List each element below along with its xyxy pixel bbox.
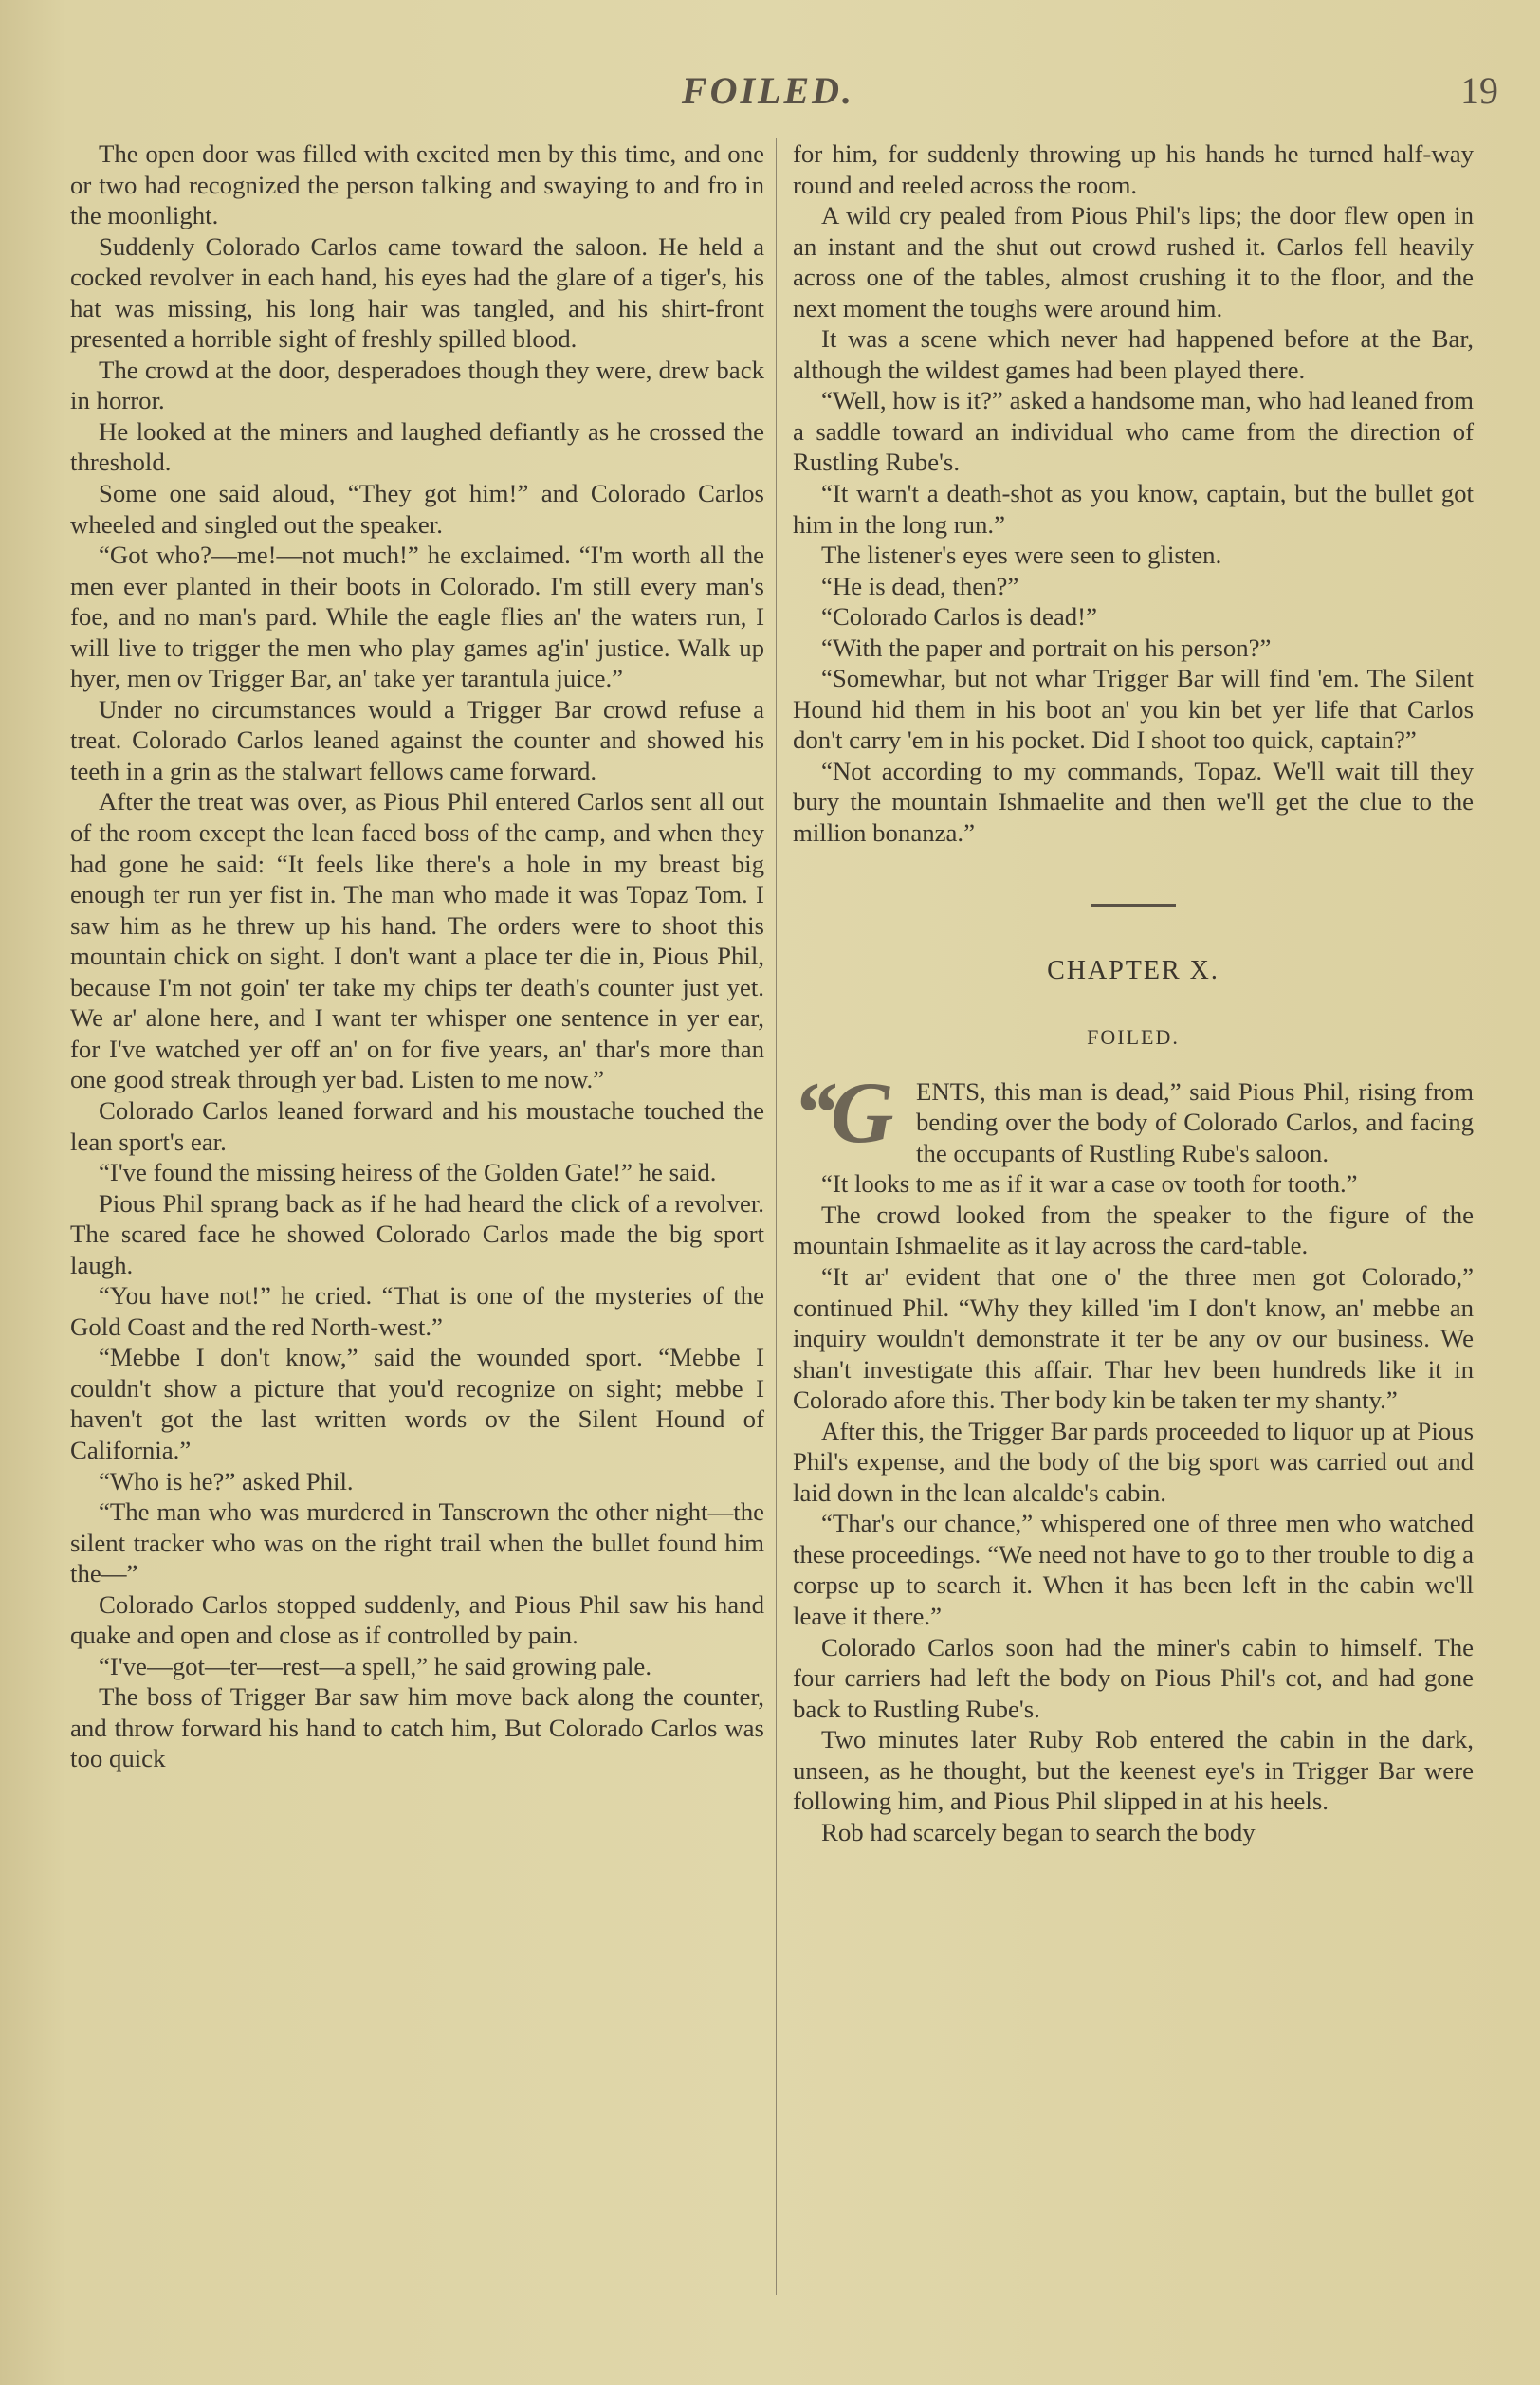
paragraph: Two minutes later Ruby Rob entered the cabin in the dark, unseen, as he thought, but the keenest eye's in Trigger Bar were following him, and Pious Phil slipped in at his heels. bbox=[793, 1725, 1474, 1816]
left-column bbox=[70, 138, 764, 1774]
first-paragraph-text: ENTS, this man is dead,” said Pious Phil, rising from bending over the body of Colorado Carlos, and facing the occupants of Rustling Rube's saloon. bbox=[916, 1076, 1474, 1167]
right-column bbox=[793, 138, 1474, 1847]
column-divider bbox=[776, 138, 777, 2295]
paragraph: Rob had scarcely began to search the body bbox=[821, 1817, 1256, 1846]
paragraph: Colorado Carlos stopped suddenly, and Pious Phil saw his hand quake and open and close as if controlled by pain. bbox=[70, 1589, 764, 1650]
paragraph: Suddenly Colorado Carlos came toward the saloon. He held a cocked revolver in each hand, his eyes had the glare of a tiger's, his hat was missing, his long hair was tangled, and his shirt-front presented a horrible sight of freshly spilled blood. bbox=[70, 231, 764, 354]
chapter-subtitle: FOILED. bbox=[1087, 1025, 1180, 1050]
paragraph: “Colorado Carlos is dead!” bbox=[821, 602, 1097, 632]
paragraph-continuation: for him, for suddenly throwing up his hands he turned half-way round and reeled across the room. bbox=[793, 139, 1474, 199]
paragraph: “I've found the missing heiress of the Golden Gate!” he said. bbox=[99, 1158, 717, 1187]
paragraph: Pious Phil sprang back as if he had heard the click of a revolver. The scared face he showed Colorado Carlos made the big sport laugh. bbox=[70, 1188, 764, 1279]
page-number: 19 bbox=[1460, 69, 1498, 112]
paragraph: The listener's eyes were seen to glisten. bbox=[821, 541, 1222, 570]
paragraph: “It warn't a death-shot as you know, captain, but the bullet got him in the long run.” bbox=[793, 479, 1474, 539]
paragraph: “Not according to my commands, Topaz. We'll wait till they bury the mountain Ishmaelite and then we'll get the clue to the million bonanza.” bbox=[793, 756, 1474, 848]
chapter-heading: CHAPTER X. bbox=[1047, 955, 1219, 985]
paragraph: “You have not!” he cried. “That is one of the mysteries of the Gold Coast and the red North-west.” bbox=[70, 1281, 764, 1341]
paragraph: “With the paper and portrait on his person?” bbox=[821, 633, 1272, 662]
running-header-title: FOILED. bbox=[681, 69, 855, 112]
paragraph: “The man who was murdered in Tanscrown the other night—the silent tracker who was on the right trail when the bullet found him the—” bbox=[70, 1497, 764, 1588]
paragraph: He looked at the miners and laughed defiantly as he crossed the threshold. bbox=[70, 416, 764, 477]
paragraph: After this, the Trigger Bar pards proceeded to liquor up at Pious Phil's expense, and the body of the big sport was carried out and laid down in the lean alcalde's cabin. bbox=[793, 1416, 1474, 1507]
paragraph: It was a scene which never had happened before at the Bar, although the wildest games had been played there. bbox=[793, 324, 1474, 384]
paragraph: The crowd looked from the speaker to the figure of the mountain Ishmaelite as it lay across the card-table. bbox=[793, 1200, 1474, 1260]
paragraph: “Who is he?” asked Phil. bbox=[99, 1466, 354, 1495]
paragraph: Some one said aloud, “They got him!” and Colorado Carlos wheeled and singled out the speaker. bbox=[70, 479, 764, 539]
paragraph: “Got who?—me!—not much!” he exclaimed. “I'm worth all the men ever planted in their boots in Colorado. I'm still every man's foe, and no man's pard. While the eagle flies an' the waters run, I will live to trigger the men who play games ag'in' justice. Walk up hyer, men ov Trigger Bar, an' take yer tarantula juice.” bbox=[70, 541, 764, 693]
paragraph: “Somewhar, but not whar Trigger Bar will find 'em. The Silent Hound hid them in his boot an' you kin bet yer life that Carlos don't carry 'em in his pocket. Did I shoot too quick, captain?” bbox=[793, 664, 1474, 755]
drop-cap-initial: “G bbox=[793, 1063, 889, 1161]
paragraph: “Well, how is it?” asked a handsome man, who had leaned from a saddle toward an individual who came from the direction of Rustling Rube's. bbox=[793, 386, 1474, 477]
paragraph: A wild cry pealed from Pious Phil's lips; the door flew open in an instant and the shut out crowd rushed it. Carlos fell heavily across one of the tables, almost crushing it to the floor, and the next moment the toughs were around him. bbox=[793, 201, 1474, 322]
paragraph: The open door was filled with excited men by this time, and one or two had recognized the person talking and swaying to and fro in the moonlight. bbox=[70, 139, 764, 230]
paragraph: Under no circumstances would a Trigger Bar crowd refuse a treat. Colorado Carlos leaned against the counter and showed his teeth in a grin as the stalwart fellows came forward. bbox=[70, 694, 764, 785]
paragraph: “It ar' evident that one o' the three men got Colorado,” continued Phil. “Why they killed 'im I don't know, an' mebbe an inquiry wouldn't demonstrate it ter be any ov our business. We shan't investigate this affair. Thar hev been hundreds like it in Colorado afore this. Ther body kin be taken ter my shanty.” bbox=[793, 1261, 1474, 1415]
paragraph: “It looks to me as if it war a case ov tooth for tooth.” bbox=[821, 1169, 1358, 1199]
chapter-first-paragraph bbox=[793, 1063, 1474, 1169]
paragraph: “Mebbe I don't know,” said the wounded sport. “Mebbe I couldn't show a picture that you'd recognize on sight; mebbe I haven't got the last written words ov the Silent Hound of California.” bbox=[70, 1343, 764, 1464]
paragraph: The crowd at the door, desperadoes though they were, drew back in horror. bbox=[70, 355, 764, 415]
paragraph: “I've—got—ter—rest—a spell,” he said growing pale. bbox=[99, 1651, 652, 1680]
section-divider bbox=[1091, 904, 1176, 907]
paragraph: The boss of Trigger Bar saw him move back along the counter, and throw forward his hand to catch him, But Colorado Carlos was too quick bbox=[70, 1682, 764, 1773]
paragraph: “He is dead, then?” bbox=[821, 571, 1019, 600]
paragraph: Colorado Carlos leaned forward and his moustache touched the lean sport's ear. bbox=[70, 1095, 764, 1156]
paragraph: Colorado Carlos soon had the miner's cabin to himself. The four carriers had left the body on Pious Phil's cot, and had gone back to Rustling Rube's. bbox=[793, 1632, 1474, 1723]
paragraph: After the treat was over, as Pious Phil entered Carlos sent all out of the room except the lean faced boss of the camp, and when they had gone he said: “It feels like there's a hole in my breast big enough ter run yer fist in. The man who made it was Topaz Tom. I saw him as he threw up his hand. The orders were to shoot this mountain chick on sight. I don't want a place ter die in, Pious Phil, because I'm not goin' ter take my chips ter death's counter just yet. We ar' alone here, and I want ter whisper one sentence in yer ear, for I've watched yer off an' on for five years, an' thar's more than one good streak through yer bad. Listen to me now.” bbox=[70, 787, 764, 1094]
paragraph: “Thar's our chance,” whispered one of three men who watched these proceedings. “We need not have to go to ther trouble to dig a corpse up to search it. When it has been left in the cabin we'll leave it there.” bbox=[793, 1509, 1474, 1630]
